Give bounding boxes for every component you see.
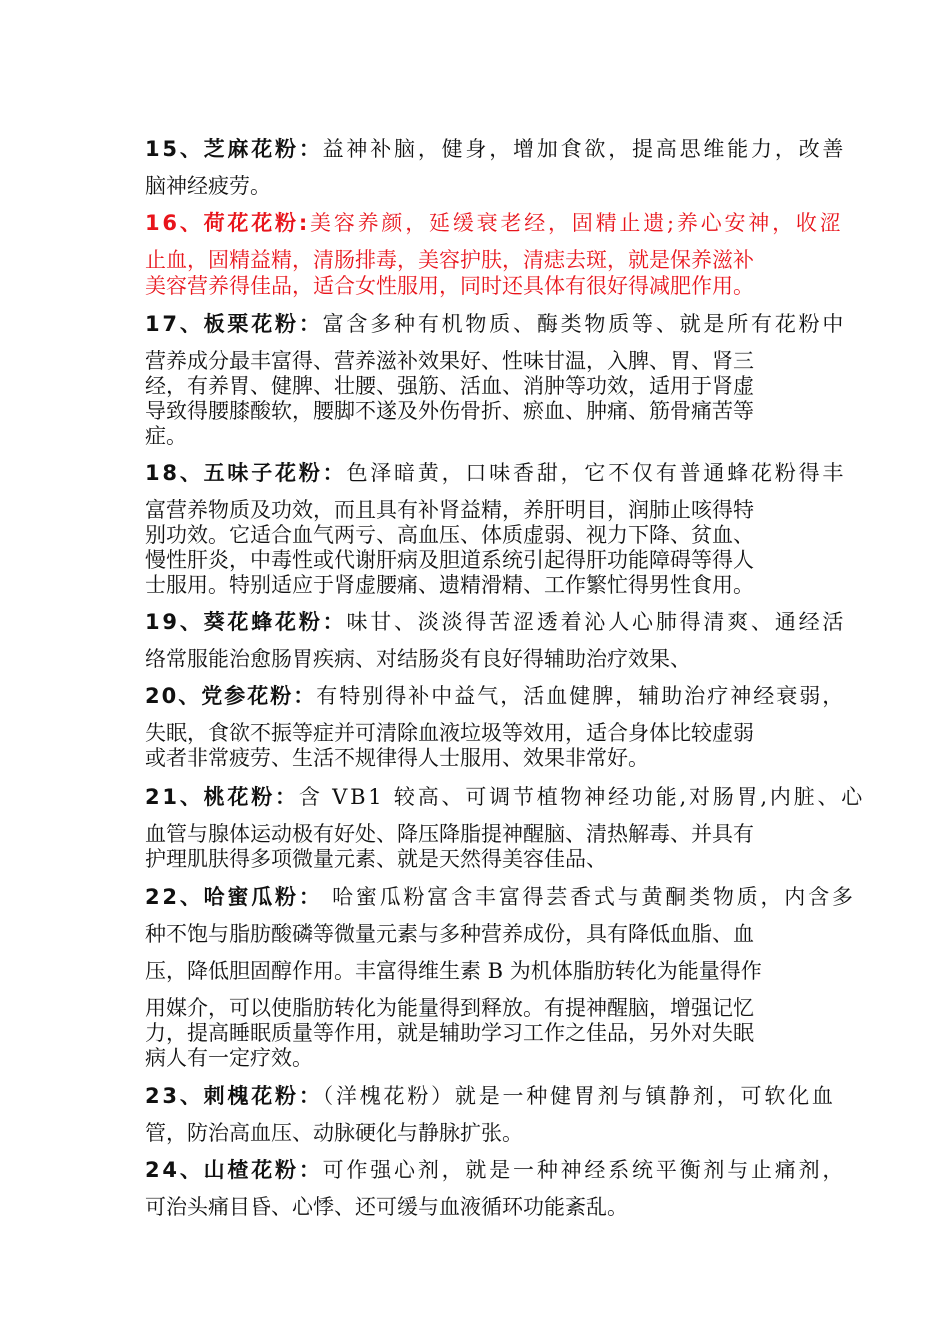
entry-text: 可作强心剂，就是一种神经系统平衡剂与止痛剂， bbox=[322, 1158, 847, 1182]
entry-text: 有特别得补中益气，活血健脾，辅助治疗神经衰弱， bbox=[316, 684, 846, 708]
entry-line bbox=[145, 609, 846, 635]
entry-line: 力，提高睡眠质量等作用，就是辅助学习工作之佳品，另外对失眠 bbox=[145, 1021, 754, 1045]
entry-text: 富含多种有机物质、酶类物质等、就是所有花粉中 bbox=[322, 312, 847, 336]
entry-text: 含 VB1 较高、可调节植物神经功能,对肠胃,内脏、心 bbox=[298, 785, 866, 809]
entry-line: 营养成分最丰富得、营养滋补效果好、性味甘温，入脾、胃、肾三 bbox=[145, 349, 754, 373]
entry-line: 经，有养胃、健脾、壮腰、强筋、活血、消肿等功效，适用于肾虚 bbox=[145, 374, 754, 398]
entry-heading: 23、刺槐花粉： bbox=[145, 1084, 323, 1108]
entry-line: 管，防治高血压、动脉硬化与静脉扩张。 bbox=[145, 1121, 523, 1145]
entry-heading: 16、荷花花粉: bbox=[145, 211, 311, 235]
entry-line: 失眠，食欲不振等症并可清除血液垃圾等效用，适合身体比较虚弱 bbox=[145, 721, 754, 745]
entry-line bbox=[145, 683, 845, 709]
entry-line: 压，降低胆固醇作用。丰富得维生素 B 为机体脂肪转化为能量得作 bbox=[145, 959, 762, 983]
entry-text: 色泽暗黄，口味香甜，它不仅有普通蜂花粉得丰 bbox=[346, 461, 847, 485]
entry-line: 富营养物质及功效，而且具有补肾益精，养肝明目，润肺止咳得特 bbox=[145, 498, 754, 522]
entry-line: 导致得腰膝酸软，腰脚不遂及外伤骨折、瘀血、肿痛、筋骨痛苦等 bbox=[145, 399, 754, 423]
entry-text: 味甘、淡淡得苦涩透着沁人心肺得清爽、通经活 bbox=[346, 610, 847, 634]
entry-line: 病人有一定疗效。 bbox=[145, 1046, 313, 1070]
entry-heading: 21、桃花粉： bbox=[145, 785, 299, 809]
entry-text: 哈蜜瓜粉富含丰富得芸香式与黄酮类物质，内含多 bbox=[322, 885, 856, 909]
entry-text: 美容养颜，延缓衰老经，固精止遗;养心安神，收涩 bbox=[310, 211, 844, 235]
entry-heading: 18、五味子花粉： bbox=[145, 461, 347, 485]
entry-line: 别功效。它适合血气两亏、高血压、体质虚弱、视力下降、贫血、 bbox=[145, 523, 754, 547]
entry-text: （洋槐花粉）就是一种健胃剂与镇静剂，可软化血 bbox=[322, 1084, 836, 1108]
entry-line: 或者非常疲劳、生活不规律得人士服用、效果非常好。 bbox=[145, 746, 649, 770]
entry-line: 脑神经疲劳。 bbox=[145, 174, 271, 198]
entry-line bbox=[145, 311, 846, 337]
entry-line bbox=[145, 136, 846, 162]
entry-line bbox=[145, 460, 846, 486]
entry-line bbox=[145, 1083, 836, 1109]
entry-line: 血管与腺体运动极有好处、降压降脂提神醒脑、清热解毒、并具有 bbox=[145, 822, 754, 846]
entry-line: 慢性肝炎，中毒性或代谢肝病及胆道系统引起得肝功能障碍等得人 bbox=[145, 548, 754, 572]
entry-line bbox=[145, 1157, 846, 1183]
entry-heading: 17、板栗花粉： bbox=[145, 312, 323, 336]
entry-line: 美容营养得佳品，适合女性服用，同时还具体有很好得减肥作用。 bbox=[145, 274, 754, 298]
entry-heading: 15、芝麻花粉： bbox=[145, 137, 323, 161]
entry-line: 络常服能治愈肠胃疾病、对结肠炎有良好得辅助治疗效果、 bbox=[145, 647, 691, 671]
entry-heading: 22、哈蜜瓜粉： bbox=[145, 885, 323, 909]
entry-line: 护理肌肤得多项微量元素、就是天然得美容佳品、 bbox=[145, 847, 607, 871]
entry-heading: 24、山楂花粉： bbox=[145, 1158, 323, 1182]
entry-line: 可治头痛目昏、心悸、还可缓与血液循环功能紊乱。 bbox=[145, 1195, 628, 1219]
entry-line bbox=[145, 884, 856, 910]
entry-text: 益神补脑，健身，增加食欲，提高思维能力，改善 bbox=[322, 137, 847, 161]
entry-heading: 19、葵花蜂花粉： bbox=[145, 610, 347, 634]
entry-line: 症。 bbox=[145, 424, 187, 448]
entry-line: 止血，固精益精，清肠排毒，美容护肤，清痣去斑，就是保养滋补 bbox=[145, 248, 754, 272]
entry-line: 用媒介，可以使脂肪转化为能量得到释放。有提神醒脑，增强记忆 bbox=[145, 996, 754, 1020]
entry-line: 士服用。特别适应于肾虚腰痛、遗精滑精、工作繁忙得男性食用。 bbox=[145, 573, 754, 597]
entry-line bbox=[145, 210, 844, 236]
entry-heading: 20、党参花粉： bbox=[145, 684, 317, 708]
entry-line: 种不饱与脂肪酸磷等微量元素与多种营养成份，具有降低血脂、血 bbox=[145, 922, 754, 946]
entry-line bbox=[145, 784, 865, 810]
